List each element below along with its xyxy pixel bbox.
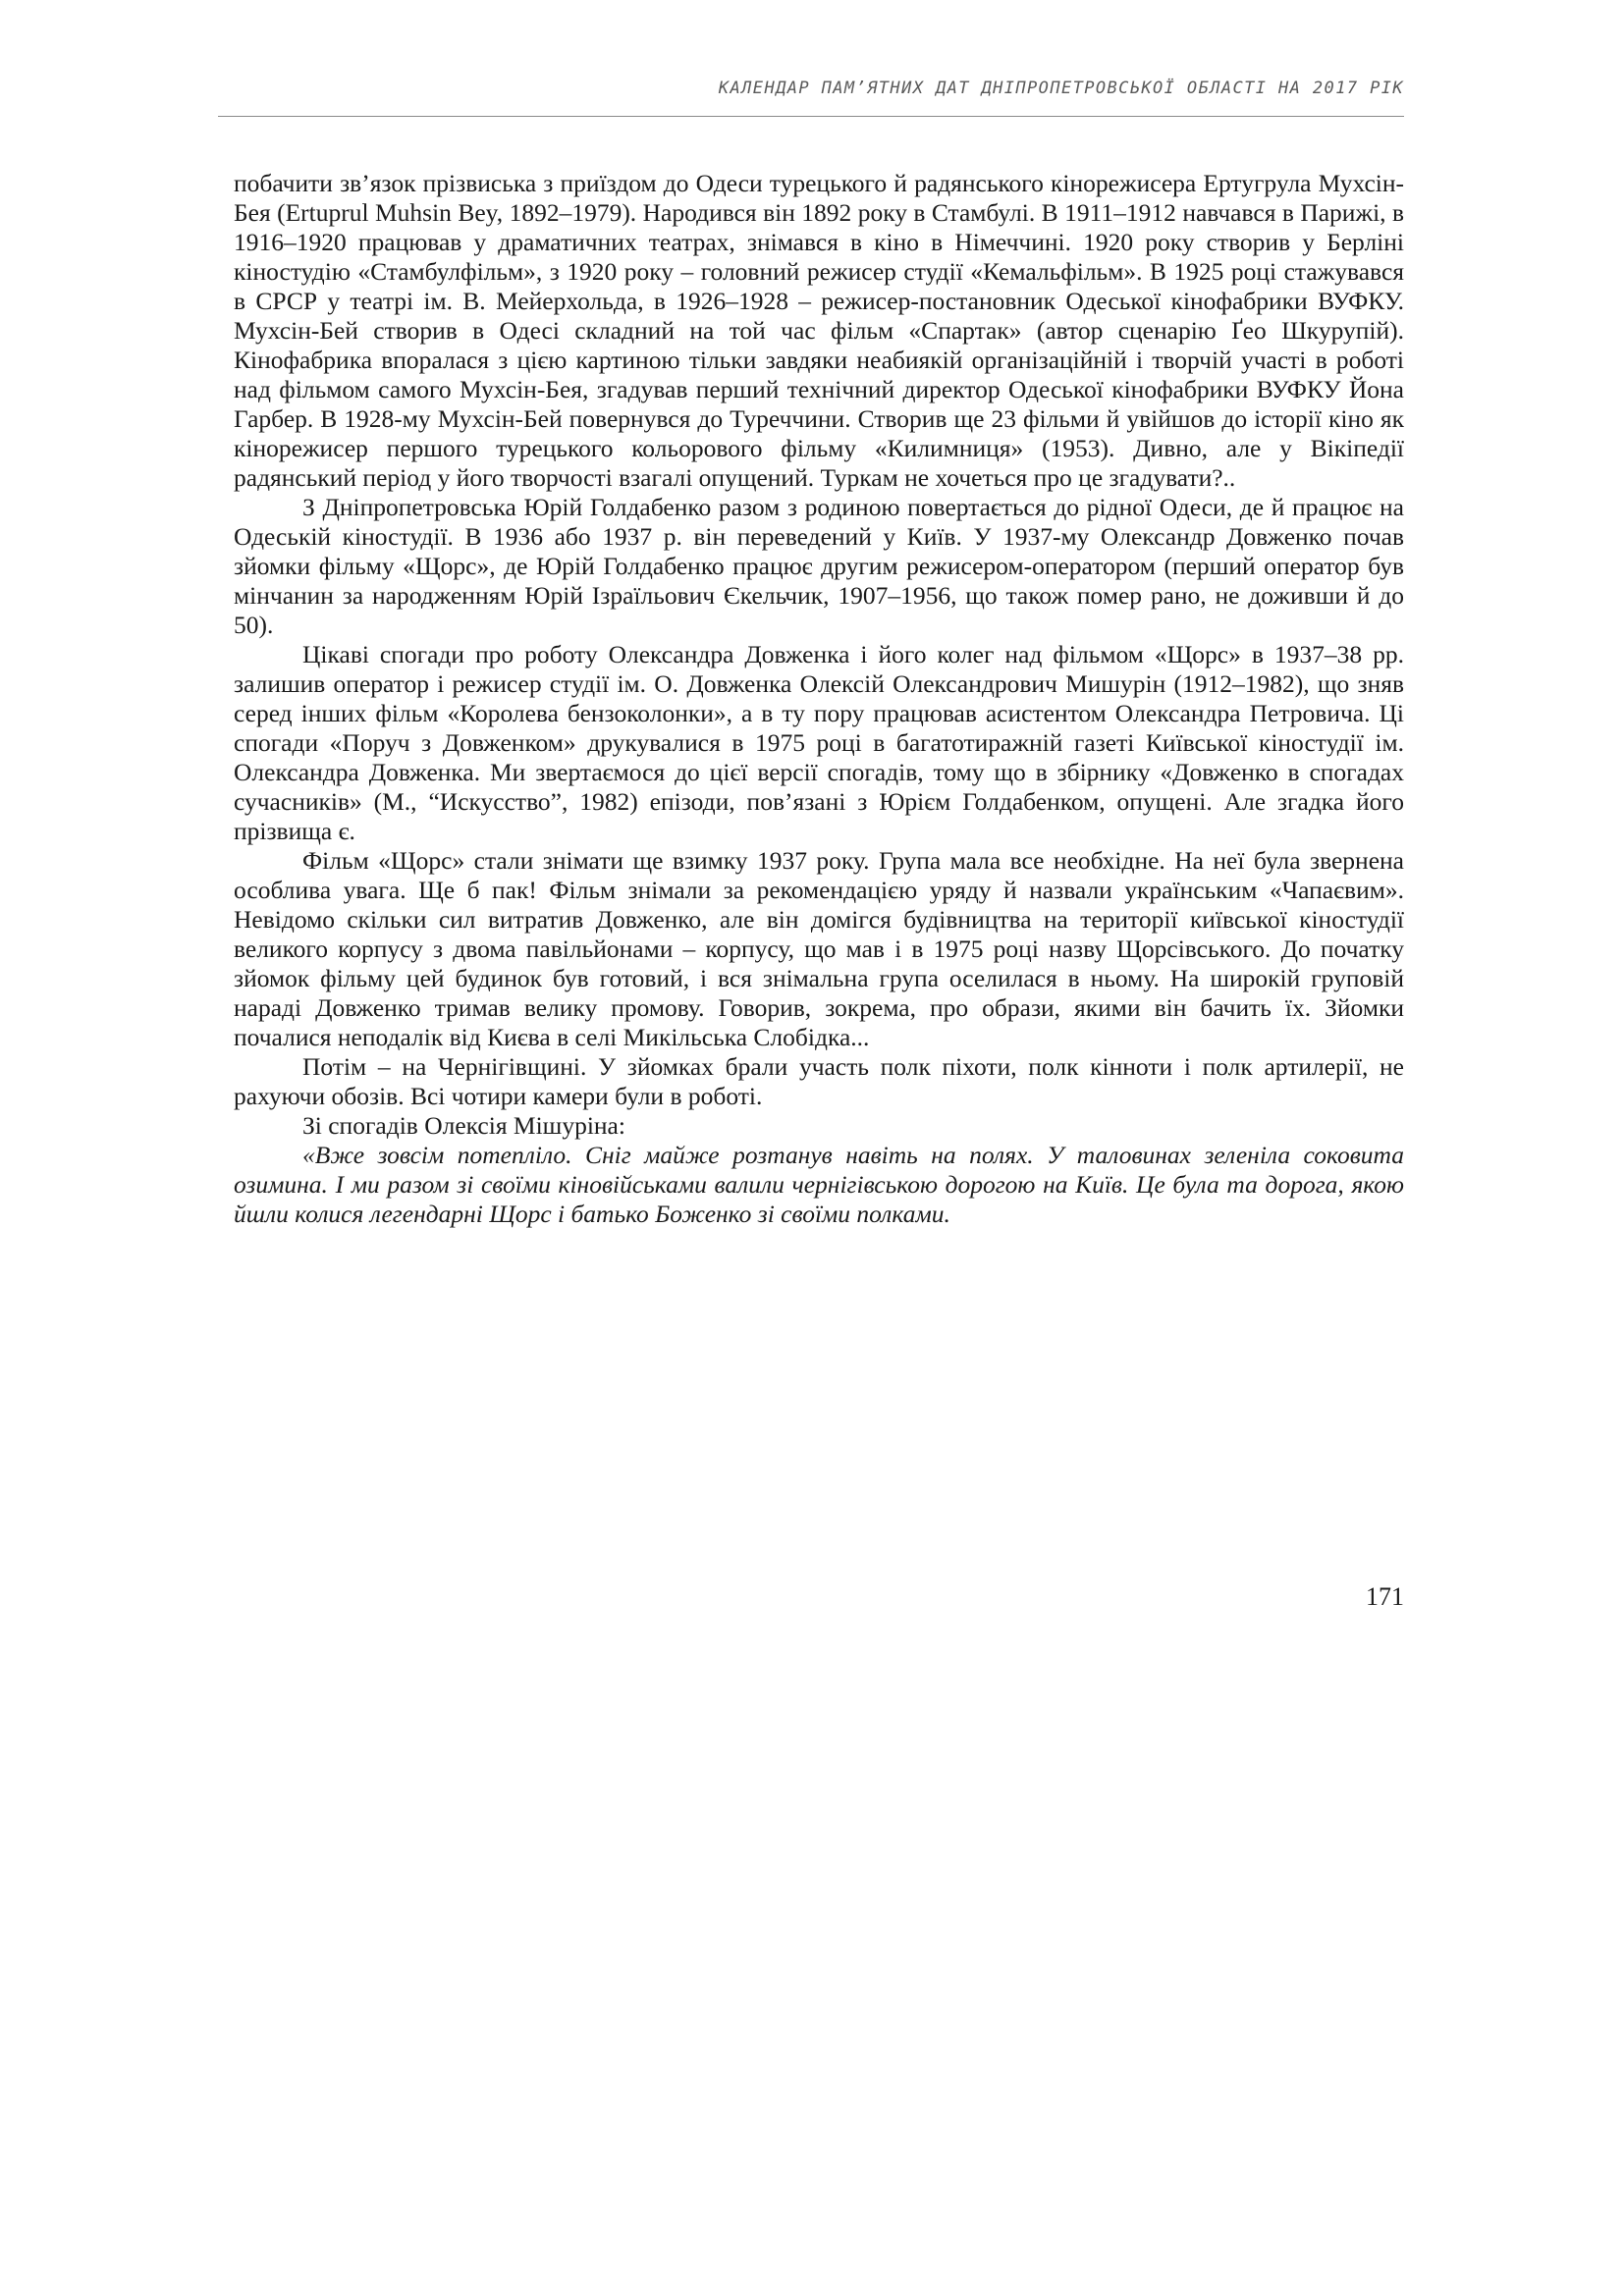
paragraph: Цікаві спогади про роботу Олександра Довженка і його колег над фільмом «Щорс» в 1937–38 рр. залишив оператор і режисер студії ім. О. Довженка Олексій Олександрович Мишурін (1912–1982), що зняв серед інших фільм «Королева бензоколонки», а в ту пору працював асистентом Олександра Петровича. Ці спогади «Поруч з Довженком» друкувалися в 1975 році в багатотиражній газеті Київської кіностудії ім. Олександра Довженка. Ми звертаємося до цієї версії спогадів, тому що в збірнику «Довженко в спогадах сучасників» (М., “Искусство”, 1982) епізоди, пов’язані з Юрієм Голдабенком, опущені. Але згадка його прізвища є. (234, 640, 1404, 845)
paragraph: Фільм «Щорс» стали знімати ще взимку 1937 року. Група мала все необхідне. На неї була звернена особлива увага. Ще б пак! Фільм знімали за рекомендацією уряду й назвали українським «Чапаєвим». Невідомо скільки сил витратив Довженко, але він домігся будівництва на території київської кіностудії великого корпусу з двома павільйонами – корпусу, що мав і в 1975 році назву Щорсівського. До початку зйомок фільму цей будинок був готовий, і вся знімальна група оселилася в ньому. На широкій груповій нараді Довженко тримав велику промову. Говорив, зокрема, про образи, якими він бачить їх. Зйомки почалися неподалік від Києва в селі Микільська Слобідка... (234, 846, 1404, 1051)
running-header: КАЛЕНДАР ПАМ’ЯТНИХ ДАТ ДНІПРОПЕТРОВСЬКОЇ ОБЛАСТІ НА 2017 РІК (718, 79, 1404, 98)
body-text (234, 169, 1404, 1229)
quote-intro: Зі спогадів Олексія Мішуріна: (302, 1111, 625, 1140)
paragraph: З Дніпропетровська Юрій Голдабенко разом з родиною повертається до рідної Одеси, де й працює на Одеській кіностудії. В 1936 або 1937 р. він переведений у Київ. У 1937-му Олександр Довженко почав зйомки фільму «Щорс», де Юрій Голдабенко працює другим режисером-оператором (перший оператор був мінчанин за народженням Юрій Ізраїльович Єкельчик, 1907–1956, що також помер рано, не доживши й до 50). (234, 493, 1404, 639)
quote-paragraph: «Вже зовсім потепліло. Сніг майже розтанув навіть на полях. У таловинах зеленіла соковита озимина. І ми разом зі своїми кіновійськами валили чернігівською дорогою на Київ. Це була та дорога, якою йшли колися легендарні Щорс і батько Боженко зі своїми полками. (234, 1141, 1404, 1228)
paragraph: Потім – на Чернігівщині. У зйомках брали участь полк піхоти, полк кінноти і полк артилерії, не рахуючи обозів. Всі чотири камери були в роботі. (234, 1052, 1404, 1110)
page-number: 171 (1366, 1582, 1404, 1611)
header-rule (218, 116, 1404, 117)
paragraph-continuation: побачити зв’язок прізвиська з приїздом до Одеси турецького й радянського кінорежисера Ертугрула Мухсін-Бея (Ertuprul Muhsin Bey, 1892–1979). Народився він 1892 року в Стамбулі. В 1911–1912 навчався в Парижі, в 1916–1920 працював у драматичних театрах, знімався в кіно в Німеччині. 1920 року створив у Берліні кіностудію «Стамбулфільм», з 1920 року – головний режисер студії «Кемальфільм». В 1925 році стажувався в СРСР у театрі ім. В. Мейерхольда, в 1926–1928 – режисер-постановник Одеської кінофабрики ВУФКУ. Мухсін-Бей створив в Одесі складний на той час фільм «Спартак» (автор сценарію Ґео Шкурупій). Кінофабрика впоралася з цією картиною тільки завдяки неабиякій організаційній і творчій участі в роботі над фільмом самого Мухсін-Бея, згадував перший технічний директор Одеської кінофабрики ВУФКУ Йона Гарбер. В 1928-му Мухсін-Бей повернувся до Туреччини. Створив ще 23 фільми й увійшов до історії кіно як кінорежисер першого турецького кольорового фільму «Килимниця» (1953). Дивно, але у Вікіпедії радянський період у його творчості взагалі опущений. Туркам не хочеться про це згадувати?.. (234, 169, 1404, 492)
